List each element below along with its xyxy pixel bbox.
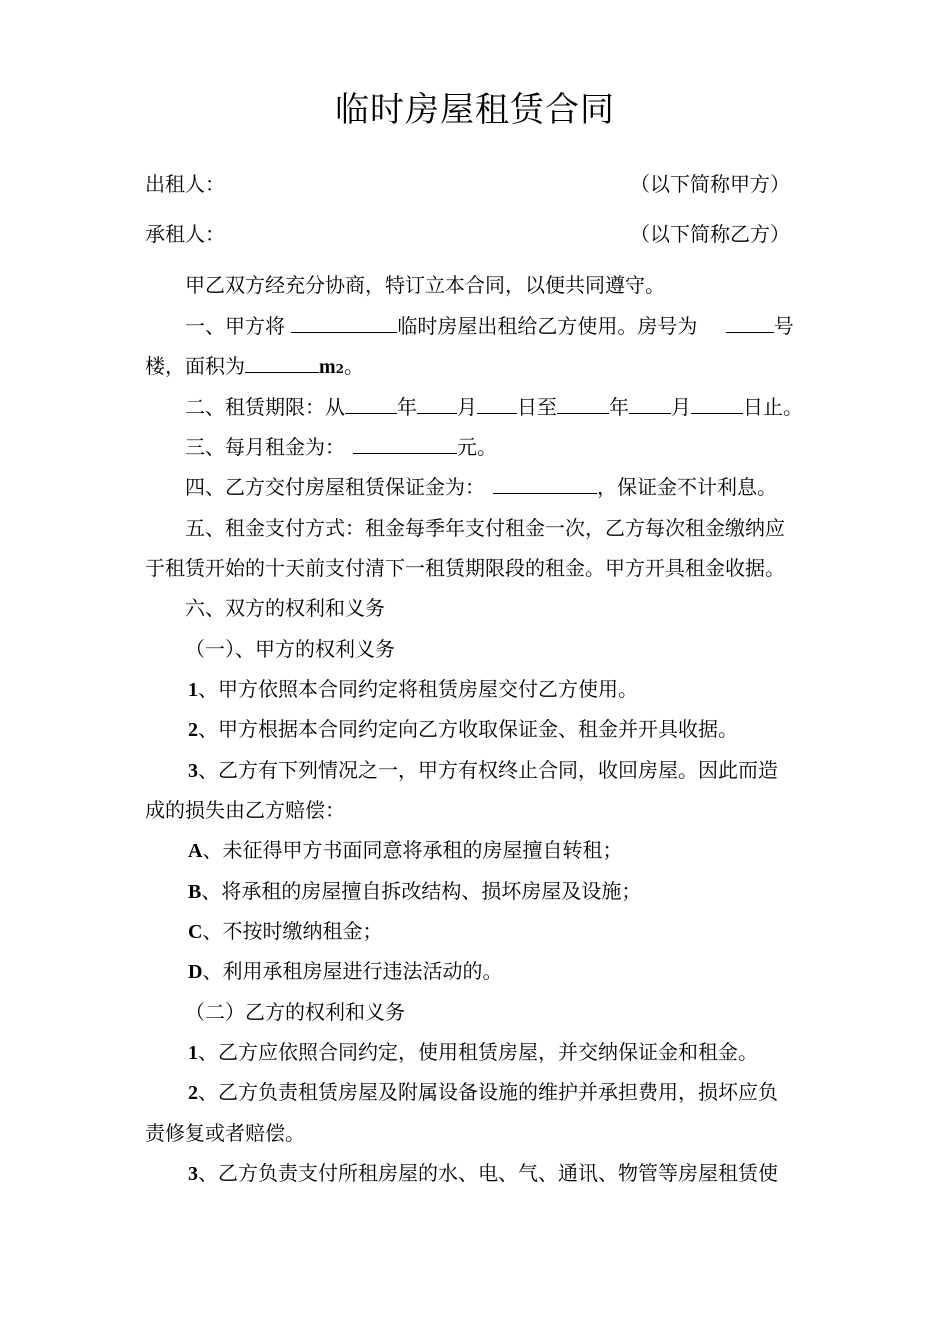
lessor-item-2 (188, 714, 810, 745)
blank-end-month[interactable] (629, 393, 671, 414)
month-label-2: 月 (671, 395, 691, 419)
item-number: 1 (188, 679, 198, 701)
item-text: 、乙方有下列情况之一，甲方有权终止合同，收回房屋。因此而造 (198, 758, 778, 782)
clause-3 (185, 432, 810, 462)
clause-1-text-c: 号 (773, 314, 794, 338)
end-label: 日止。 (743, 395, 803, 419)
day-to-label: 日至 (517, 395, 557, 419)
lessor-line (145, 169, 810, 199)
blank-room-number[interactable] (726, 312, 774, 333)
clause-4-text: 四、乙方交付房屋租赁保证金为： (185, 475, 485, 499)
area-unit: m (319, 356, 336, 378)
lessor-alias: （以下简称甲方） (630, 172, 790, 196)
item-number: 3 (188, 760, 198, 782)
item-number: 2 (188, 1082, 198, 1104)
clause-1-line-1 (185, 311, 810, 341)
item-text: 、将承租的房屋擅自拆改结构、损坏房屋及设施； (201, 879, 642, 903)
sub-item-d (188, 956, 810, 987)
blank-start-month[interactable] (417, 393, 457, 414)
item-letter: B (188, 881, 202, 903)
blank-end-day[interactable] (691, 393, 743, 414)
lessee-item-3 (188, 1158, 810, 1189)
item-letter: A (188, 840, 203, 862)
item-text: 、甲方依照本合同约定将租赁房屋交付乙方使用。 (198, 677, 638, 701)
year-label-2: 年 (609, 395, 629, 419)
clause-1-line-2 (145, 351, 810, 384)
sub-item-a (188, 835, 810, 866)
item-text: 、乙方应依照合同约定，使用租赁房屋，并交纳保证金和租金。 (198, 1040, 758, 1064)
lessee-item-2-line-1 (188, 1077, 810, 1108)
lessor-item-3-line-1 (188, 755, 810, 786)
clause-5-line-1: 五、租金支付方式：租金每季年支付租金一次，乙方每次租金缴纳应 (185, 516, 785, 540)
clause-1-text-b: 临时房屋出租给乙方使用。房号为 (397, 314, 704, 338)
month-label: 月 (457, 395, 477, 419)
blank-end-year[interactable] (557, 393, 609, 414)
item-text: 、乙方负责支付所租房屋的水、电、气、通讯、物管等房屋租赁使 (198, 1161, 778, 1185)
lessee-item-2-line-2: 责修复或者赔偿。 (145, 1121, 305, 1145)
item-text: 、利用承租房屋进行违法活动的。 (202, 959, 503, 983)
lessee-alias: （以下简称乙方） (630, 222, 790, 246)
blank-location[interactable] (291, 312, 397, 333)
item-text: 、未征得甲方书面同意将承租的房屋擅自转租； (202, 838, 623, 862)
clause-3-unit: 元。 (457, 435, 497, 459)
blank-monthly-rent[interactable] (353, 433, 457, 454)
blank-area[interactable] (245, 352, 319, 373)
clause-4-end: ，保证金不计利息。 (597, 475, 777, 499)
clause-2 (185, 392, 810, 422)
section-2-heading: （二）乙方的权利和义务 (185, 1000, 405, 1024)
clause-5-line-2: 于租赁开始的十天前支付清下一租赁期限段的租金。甲方开具租金收据。 (145, 556, 785, 580)
lessee-item-1 (188, 1037, 810, 1068)
lessor-label: 出租人： (145, 172, 225, 196)
item-text: 、不按时缴纳租金； (202, 919, 383, 943)
item-number: 2 (188, 719, 198, 741)
item-text: 、甲方根据本合同约定向乙方收取保证金、租金并开具收据。 (198, 717, 738, 741)
sub-item-c (188, 916, 810, 947)
clause-1-text-a: 一、甲方将 (185, 314, 292, 338)
item-number: 1 (188, 1042, 198, 1064)
clause-2-text: 二、租赁期限：从 (185, 395, 345, 419)
intro-paragraph: 甲乙双方经充分协商，特订立本合同，以便共同遵守。 (185, 273, 665, 297)
sub-item-b (188, 876, 810, 907)
blank-start-day[interactable] (477, 393, 517, 414)
clause-6-heading: 六、双方的权利和义务 (185, 596, 385, 620)
lessor-item-1 (188, 674, 810, 705)
lessee-line (145, 219, 810, 249)
item-letter: D (188, 961, 203, 983)
clause-3-text: 三、每月租金为： (185, 435, 345, 459)
blank-deposit[interactable] (493, 473, 597, 494)
section-1-heading: （一）、甲方的权利义务 (185, 637, 395, 661)
item-letter: C (188, 921, 203, 943)
item-number: 3 (188, 1163, 198, 1185)
lessee-label: 承租人： (145, 222, 225, 246)
document-title: 临时房屋租赁合同 (335, 90, 615, 130)
clause-4 (185, 472, 810, 502)
clause-1-end: 。 (344, 354, 365, 378)
year-label: 年 (397, 395, 417, 419)
lessor-item-3-line-2: 成的损失由乙方赔偿： (145, 798, 345, 822)
blank-start-year[interactable] (345, 393, 397, 414)
area-unit-sup: 2 (335, 362, 345, 376)
item-text: 、乙方负责租赁房屋及附属设备设施的维护并承担费用，损坏应负 (198, 1080, 778, 1104)
clause-1-text-d: 楼，面积为 (145, 354, 245, 378)
